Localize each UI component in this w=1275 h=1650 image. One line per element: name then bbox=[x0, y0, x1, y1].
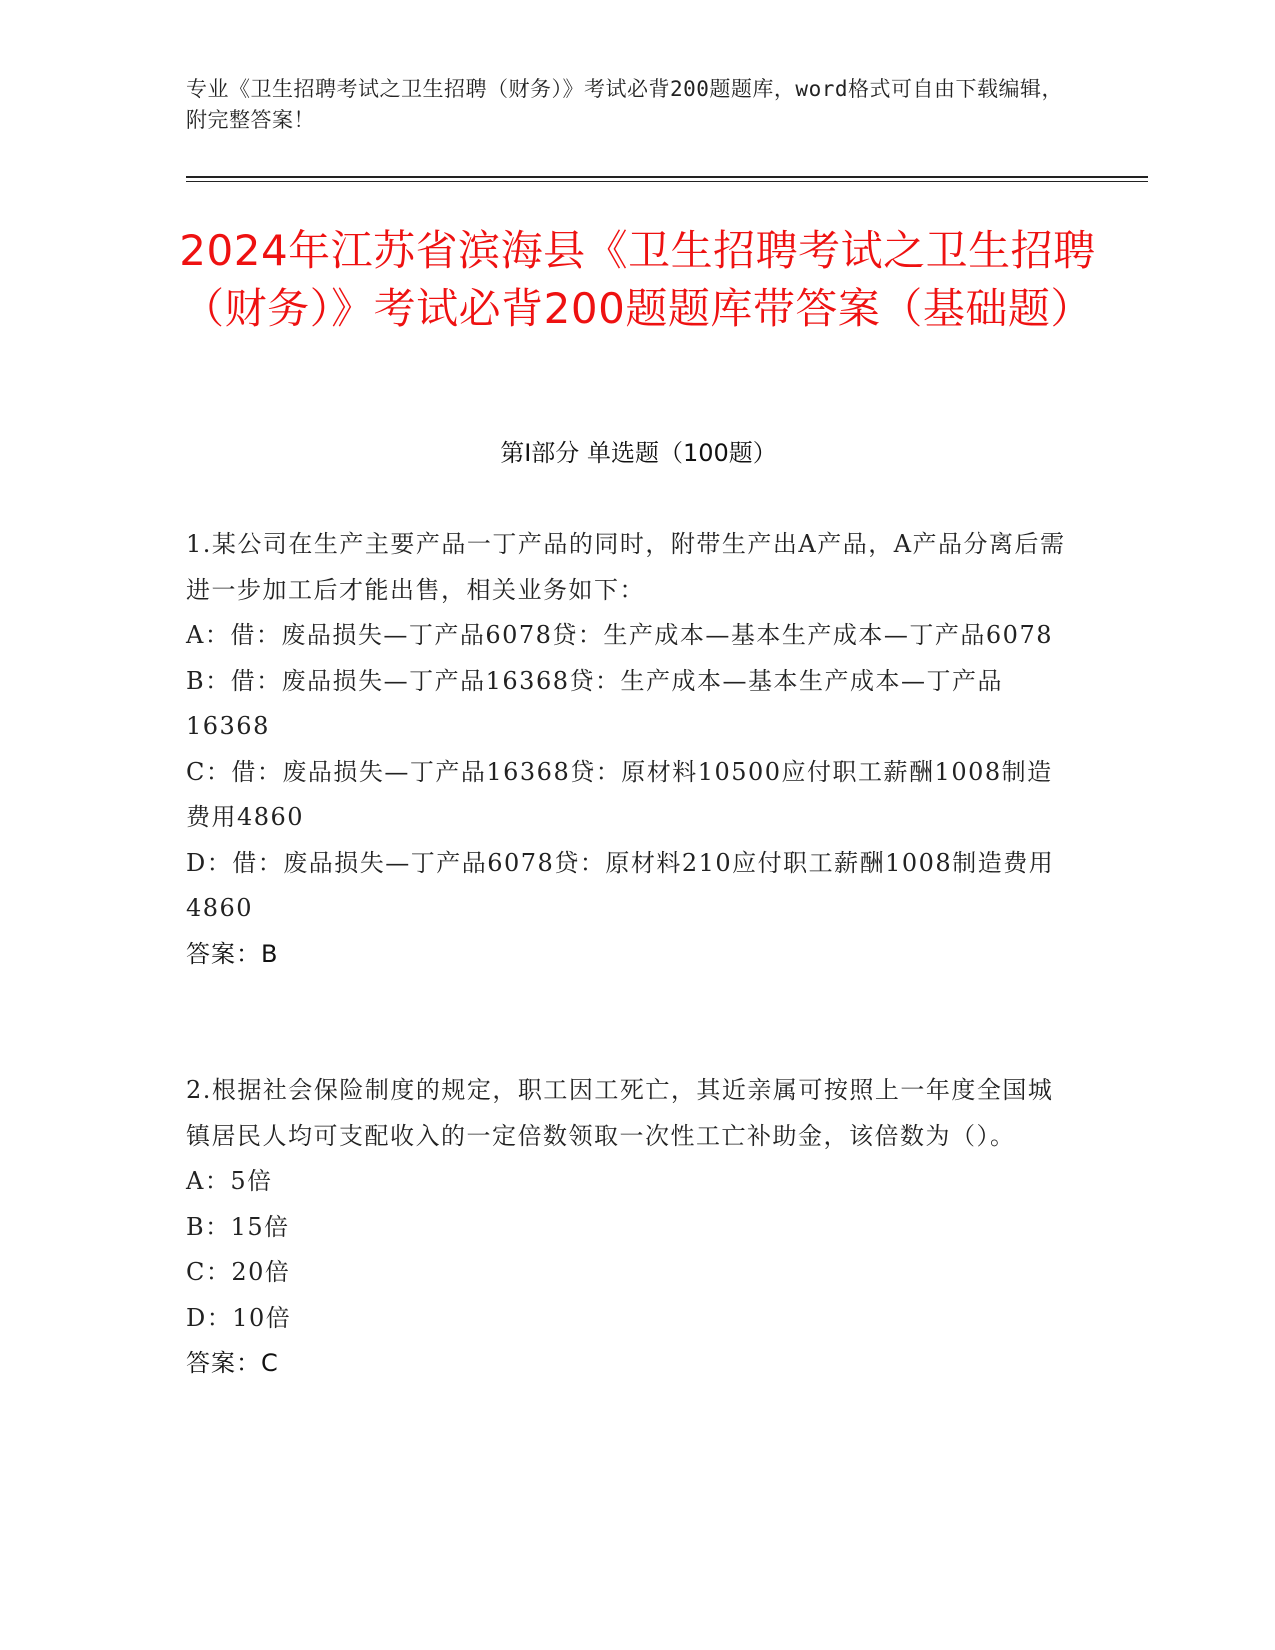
document-title: 2024年江苏省滨海县《卫生招聘考试之卫生招聘（财务）》考试必背200题题库带答案（基础题） bbox=[179, 226, 1096, 333]
header-divider-thick bbox=[186, 176, 1148, 178]
header-divider-thin bbox=[186, 181, 1148, 182]
question-1 bbox=[186, 522, 1066, 977]
option-a: A：借：废品损失—丁产品6078贷：生产成本—基本生产成本—丁产品6078 bbox=[186, 621, 1053, 649]
option-c: C：借：废品损失—丁产品16368贷：原材料10500应付职工薪酬1008制造费用4860 bbox=[186, 757, 1053, 831]
option-b: B：15倍 bbox=[186, 1212, 290, 1241]
option-b: B：借：废品损失—丁产品16368贷：生产成本—基本生产成本—丁产品16368 bbox=[186, 666, 1003, 740]
answer-line: 答案：B bbox=[186, 939, 279, 968]
answer-line: 答案：C bbox=[186, 1349, 279, 1377]
option-a: A：5倍 bbox=[186, 1167, 273, 1195]
header-note: 专业《卫生招聘考试之卫生招聘（财务）》考试必背200题题库，word格式可自由下载编辑，附完整答案！ bbox=[186, 77, 1063, 132]
option-c: C：20倍 bbox=[186, 1258, 291, 1286]
question-stem: 2.根据社会保险制度的规定，职工因工死亡，其近亲属可按照上一年度全国城镇居民人均可支配收入的一定倍数领取一次性工亡补助金，该倍数为（）。 bbox=[186, 1076, 1054, 1150]
option-d: D：借：废品损失—丁产品6078贷：原材料210应付职工薪酬1008制造费用4860 bbox=[186, 848, 1055, 922]
section-heading: 第I部分 单选题（100题） bbox=[500, 439, 777, 467]
question-stem: 1.某公司在生产主要产品一丁产品的同时，附带生产出A产品，A产品分离后需进一步加工后才能出售，相关业务如下： bbox=[186, 530, 1066, 604]
option-d: D：10倍 bbox=[186, 1303, 292, 1332]
question-2 bbox=[186, 1068, 1066, 1387]
